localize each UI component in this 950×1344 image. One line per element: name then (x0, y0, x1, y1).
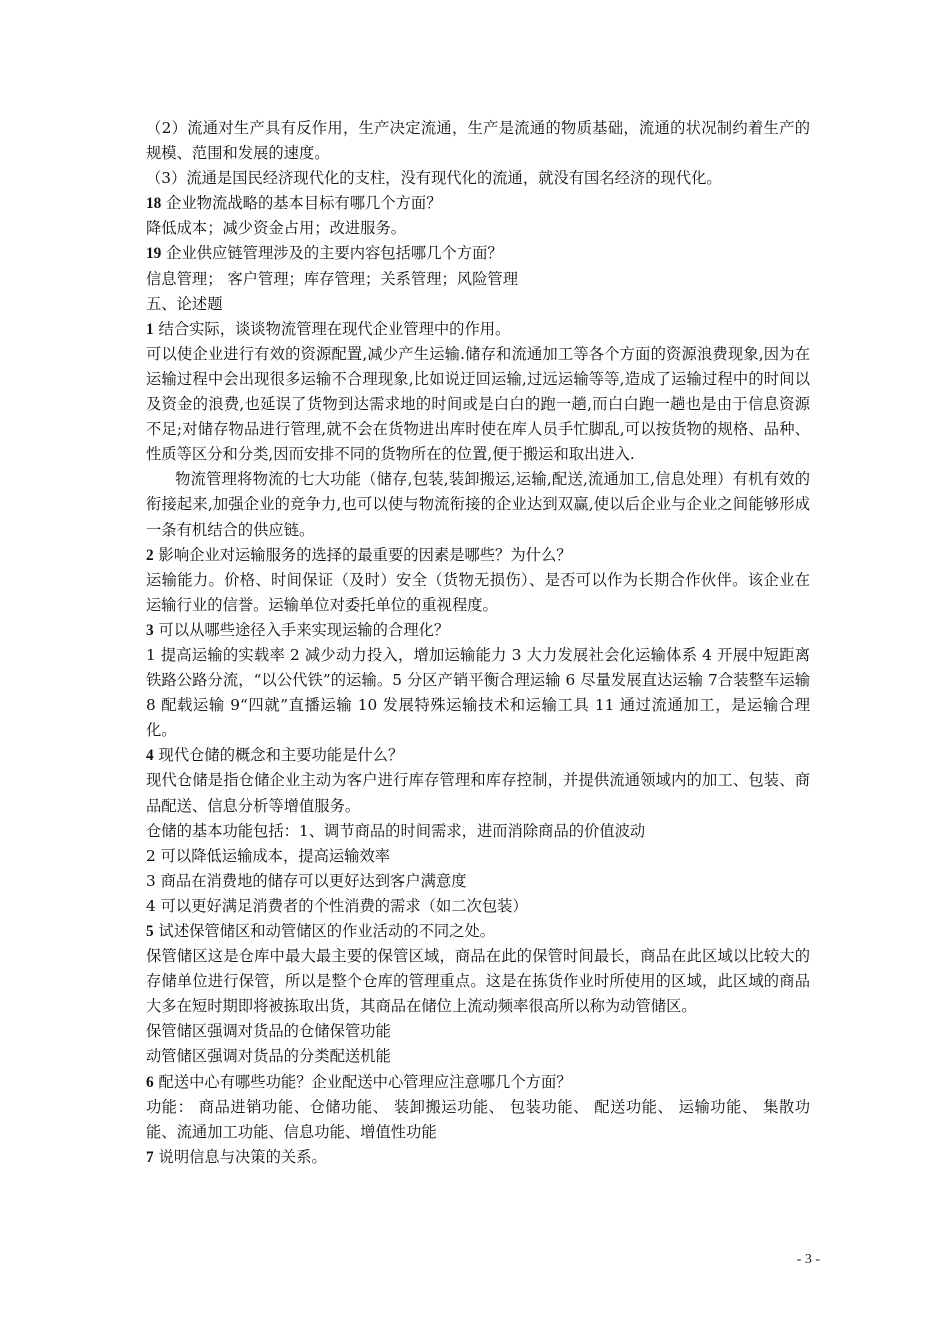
question-heading (146, 1070, 810, 1095)
body-paragraph: （2）流通对生产具有反作用，生产决定流通，生产是流通的物质基础，流通的状况制约着生产的规模、范围和发展的速度。 (146, 119, 810, 163)
question-text: 企业物流战略的基本目标有哪几个方面？ (161, 194, 442, 213)
body-paragraph: 3 商品在消费地的储存可以更好达到客户满意度 (146, 871, 467, 890)
question-heading (146, 1145, 810, 1170)
question-number: 7 (146, 1148, 154, 1166)
question-heading (146, 191, 810, 216)
question-number: 4 (146, 747, 154, 765)
question-text: 说明信息与决策的关系。 (153, 1147, 327, 1166)
body-paragraph: 降低成本；减少资金占用；改进服务。 (146, 219, 407, 238)
body-paragraph: 信息管理； 客户管理；库存管理；关系管理；风险管理 (146, 269, 518, 288)
question-text: 可以从哪些途径入手来实现运输的合理化？ (153, 620, 450, 639)
body-paragraph: 功能： 商品进销功能、仓储功能、 装卸搬运功能、 包装功能、 配送功能、 运输功能、 集散功能、流通加工功能、信息功能、增值性功能 (146, 1097, 810, 1141)
body-paragraph: 2 可以降低运输成本，提高运输效率 (146, 846, 391, 865)
body-paragraph: 1 提高运输的实载率 2 减少动力投入，增加运输能力 3 大力发展社会化运输体系 4 开展中短距离铁路公路分流，“以公代铁”的运输。5 分区产销平衡合理运输 6 尽量发展直达运输 7合装整车运输 8 配载运输 9“四就”直播运输 10 发展特殊运输技术和运输工具 11 通过流通加工，是运输合理化。 (146, 645, 810, 740)
body-paragraph: 可以使企业进行有效的资源配置,减少产生运输.储存和流通加工等各个方面的资源浪费现象,因为在运输过程中会出现很多运输不合理现象,比如说迂回运输,过远运输等等,造成了运输过程中的时间以及资金的浪费,也延误了货物到达需求地的时间或是白白的跑一趟,而白白跑一趟也是由于信息资源不足;对储存物品进行管理,就不会在货物进出库时使在库人员手忙脚乱,可以按货物的规格、品种、性质等区分和分类,因而安排不同的货物所在的位置,便于搬运和取出进入. (146, 344, 810, 464)
page-number: - 3 - (796, 1252, 820, 1267)
question-text: 企业供应链管理涉及的主要内容包括哪几个方面？ (161, 244, 503, 263)
question-number: 1 (146, 320, 154, 338)
question-heading (146, 241, 810, 266)
question-text: 影响企业对运输服务的选择的最重要的因素是哪些？为什么？ (153, 545, 572, 564)
question-number: 19 (146, 245, 162, 263)
body-paragraph: 物流管理将物流的七大功能（储存,包装,装卸搬运,运输,配送,流通加工,信息处理）有机有效的衔接起来,加强企业的竞争力,也可以使与物流衔接的企业达到双赢,使以后企业与企业之间能够形成一条有机结合的供应链。 (146, 470, 810, 539)
question-number: 2 (146, 546, 154, 564)
question-text: 试述保管储区和动管储区的作业活动的不同之处。 (153, 922, 496, 940)
question-number: 5 (146, 923, 154, 940)
body-paragraph: 保管储区这是仓库中最大最主要的保管区域，商品在此的保管时间最长，商品在此区域以比较大的存储单位进行保管，所以是整个仓库的管理重点。这是在拣货作业时所使用的区域，此区域的商品大多在短时期即将被拣取出货，其商品在储位上流动频率很高所以称为动管储区。 (146, 947, 810, 1016)
body-paragraph: 动管储区强调对货品的分类配送机能 (146, 1047, 391, 1066)
question-text: 结合实际，谈谈物流管理在现代企业管理中的作用。 (153, 319, 511, 338)
question-heading (146, 317, 810, 342)
body-paragraph: 五、论述题 (146, 294, 223, 313)
body-paragraph: 仓储的基本功能包括：1、调节商品的时间需求，进而消除商品的价值波动 (146, 821, 646, 840)
question-heading (146, 543, 810, 568)
body-paragraph: 运输能力。价格、时间保证（及时）安全（货物无损伤）、是否可以作为长期合作伙伴。该企业在运输行业的信誉。运输单位对委托单位的重视程度。 (146, 570, 810, 614)
body-paragraph: 保管储区强调对货品的仓储保管功能 (146, 1022, 391, 1041)
question-text: 配送中心有哪些功能？企业配送中心管理应注意哪几个方面？ (153, 1072, 572, 1091)
question-number: 18 (146, 195, 162, 213)
document-body (146, 116, 810, 1170)
body-paragraph: 4 可以更好满足消费者的个性消费的需求（如二次包装） (146, 896, 528, 915)
question-number: 3 (146, 621, 154, 639)
question-heading (146, 618, 810, 643)
question-text: 现代仓储的概念和主要功能是什么？ (153, 746, 404, 765)
body-paragraph: 现代仓储是指仓储企业主动为客户进行库存管理和库存控制，并提供流通领域内的加工、包装、商品配送、信息分析等增值服务。 (146, 771, 810, 815)
question-number: 6 (146, 1073, 154, 1091)
question-heading (146, 919, 810, 944)
question-heading (146, 743, 810, 768)
body-paragraph: （3）流通是国民经济现代化的支柱，没有现代化的流通，就没有国名经济的现代化。 (146, 169, 722, 188)
